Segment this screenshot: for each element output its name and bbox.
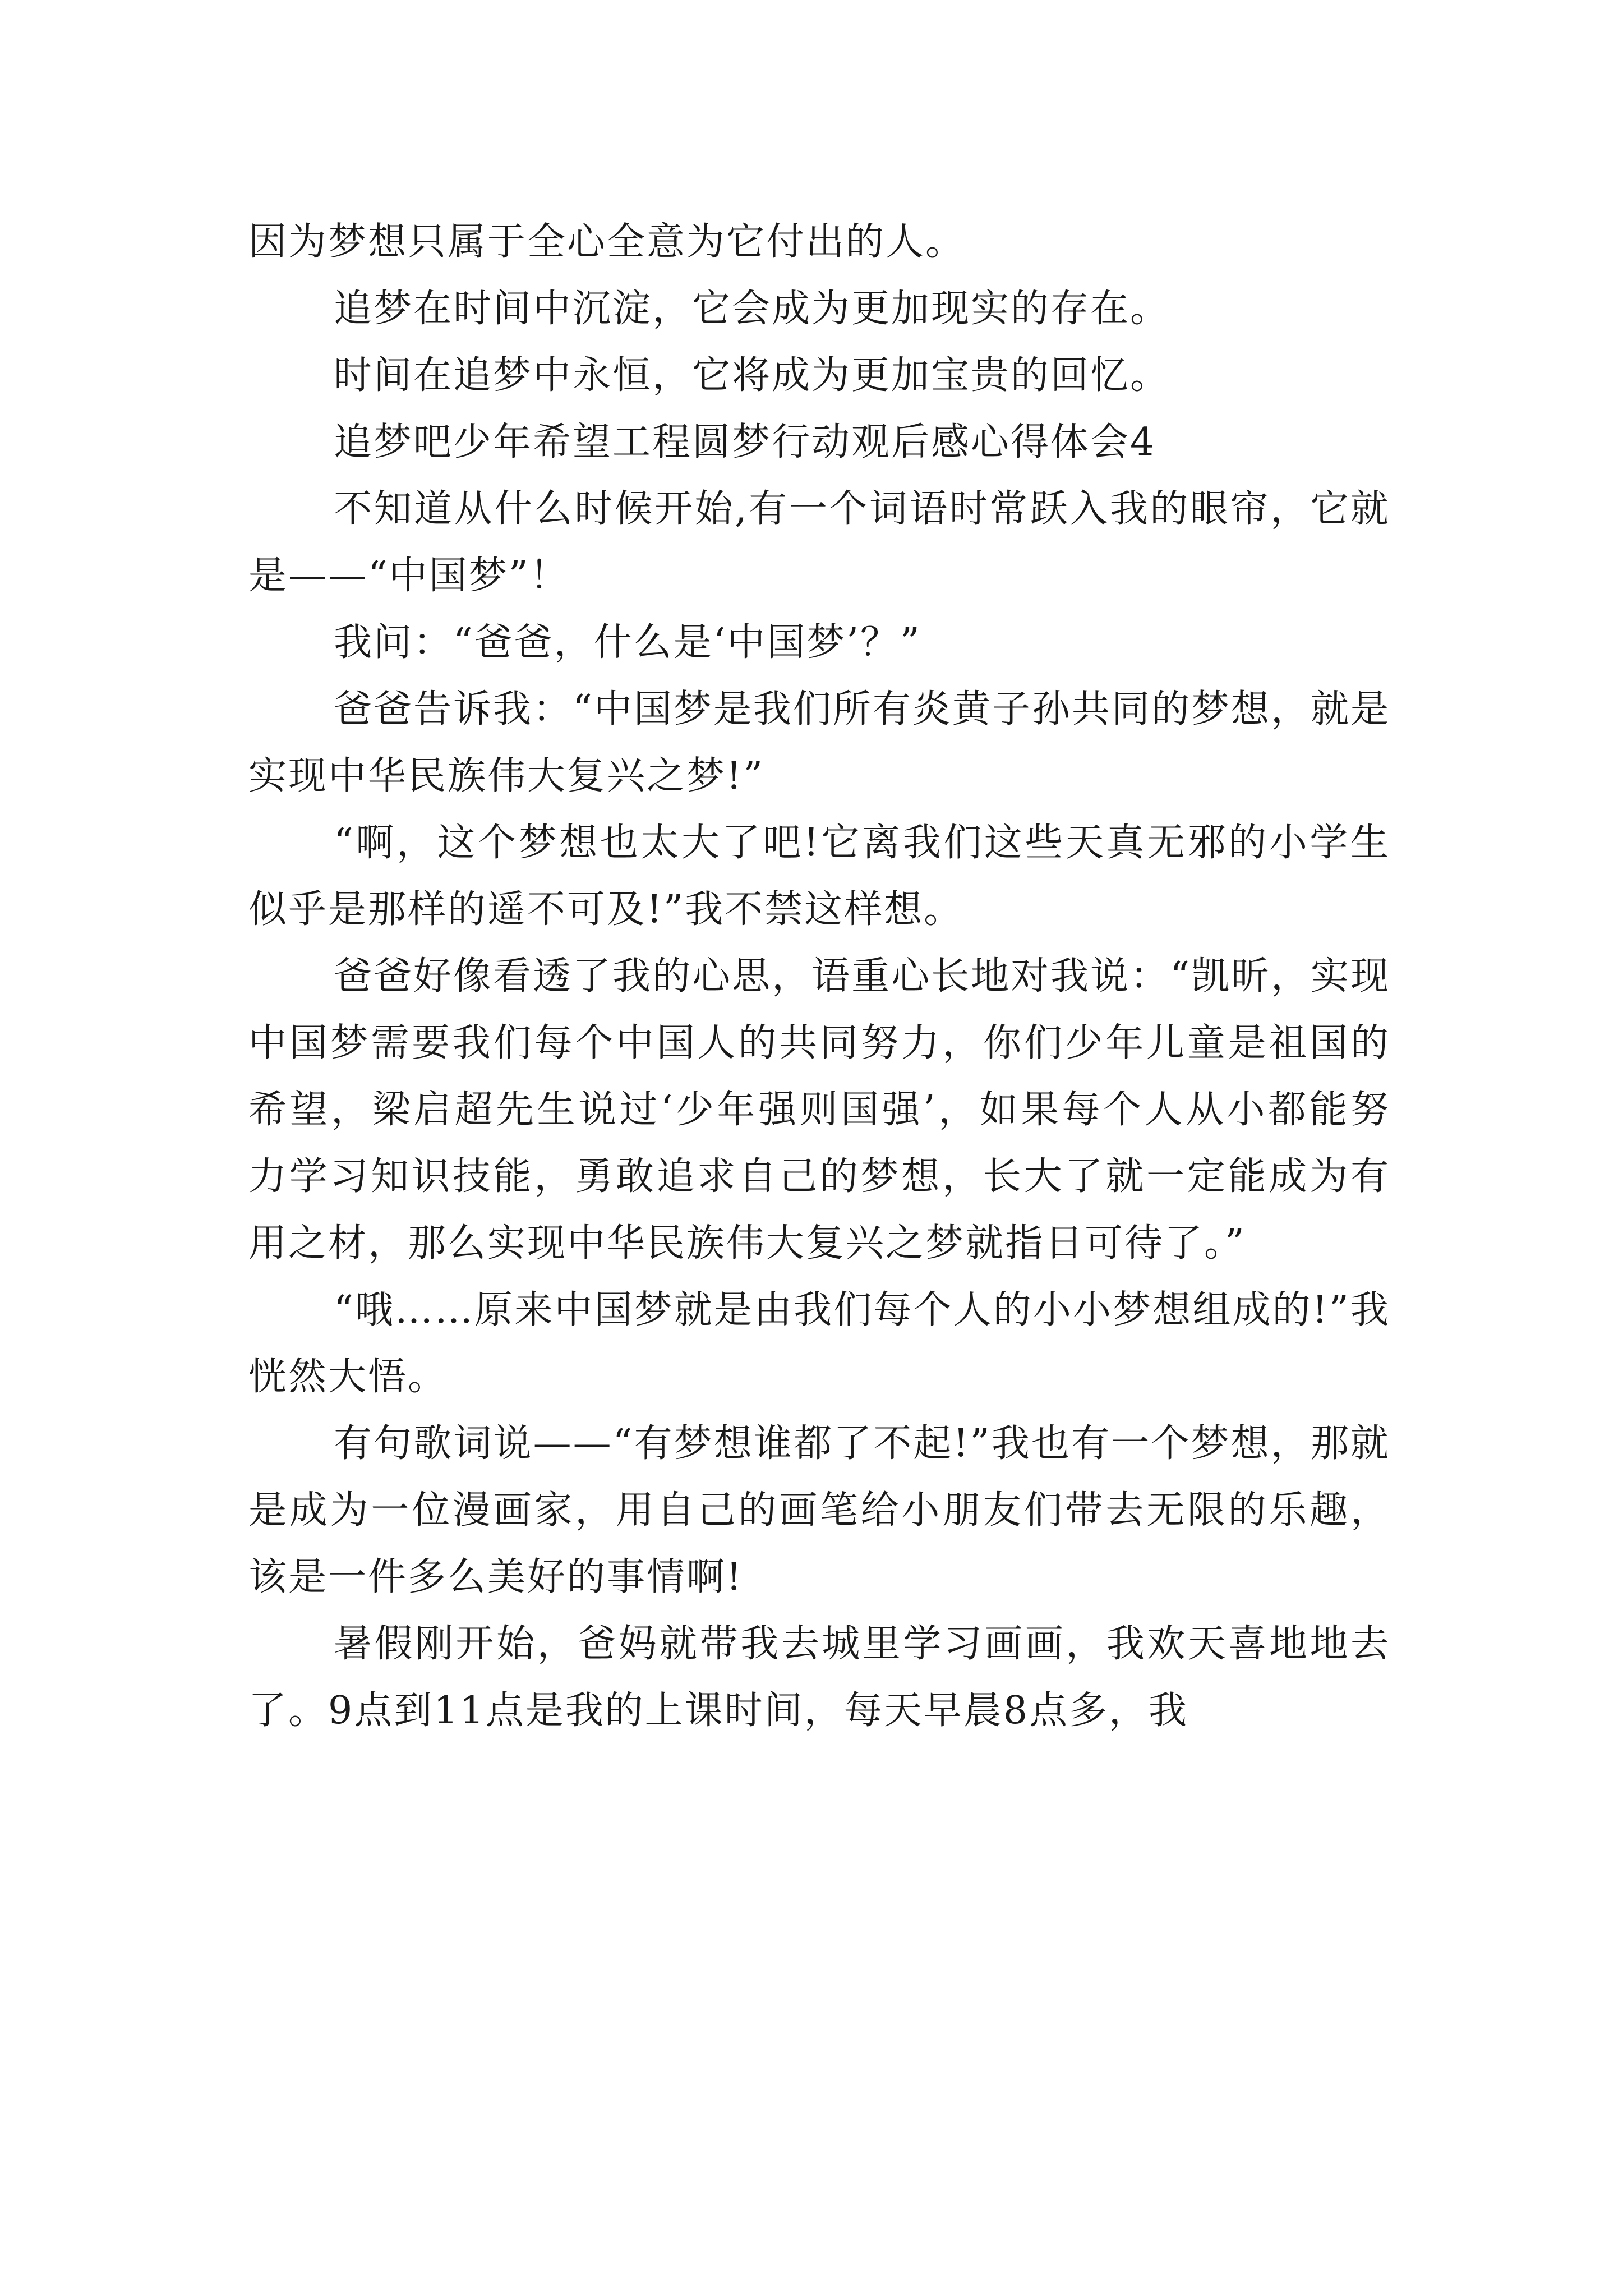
paragraph-12: 暑假刚开始，爸妈就带我去城里学习画画，我欢天喜地地去了。9点到11点是我的上课时间，每天早晨8点多，我 [248,1622,1390,1733]
paragraph-6: 我问：“爸爸，什么是‘中国梦’？” [334,620,921,665]
document-body [248,209,1390,1744]
section-heading: 追梦吧少年希望工程圆梦行动观后感心得体会4 [334,420,1156,464]
paragraph-5: 不知道从什么时候开始,有一个词语时常跃入我的眼帘，它就是——“中国梦”！ [248,487,1390,598]
paragraph-1: 因为梦想只属于全心全意为它付出的人。 [248,220,966,264]
paragraph-7: 爸爸告诉我：“中国梦是我们所有炎黄子孙共同的梦想，就是实现中华民族伟大复兴之梦!” [248,687,1390,798]
paragraph-9: 爸爸好像看透了我的心思，语重心长地对我说：“凯昕，实现中国梦需要我们每个中国人的共同努力，你们少年儿童是祖国的希望，梁启超先生说过‘少年强则国强’，如果每个人从小都能努力学习知识技能，勇敢追求自己的梦想，长大了就一定能成为有用之材，那么实现中华民族伟大复兴之梦就指日可待了。” [248,954,1390,1266]
paragraph-10: “哦……原来中国梦就是由我们每个人的小小梦想组成的!”我恍然大悟。 [248,1288,1390,1399]
paragraph-3: 时间在追梦中永恒，它将成为更加宝贵的回忆。 [334,353,1170,398]
paragraph-8: “啊，这个梦想也太大了吧!它离我们这些天真无邪的小学生似乎是那样的遥不可及!”我不禁这样想。 [248,821,1390,932]
paragraph-11: 有句歌词说——“有梦想谁都了不起!”我也有一个梦想，那就是成为一位漫画家，用自己的画笔给小朋友们带去无限的乐趣，该是一件多么美好的事情啊! [248,1421,1390,1599]
paragraph-2: 追梦在时间中沉淀，它会成为更加现实的存在。 [334,287,1170,331]
